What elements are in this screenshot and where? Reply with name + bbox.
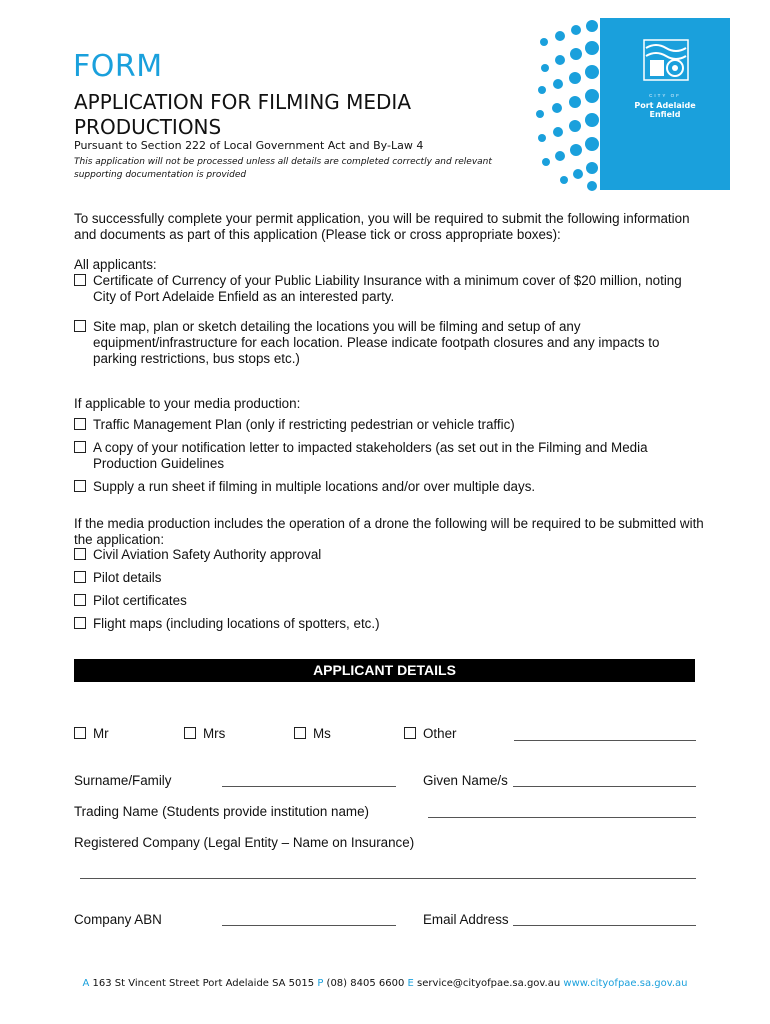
city-crest-logo	[640, 36, 692, 88]
checkbox[interactable]	[74, 594, 86, 606]
title-option-label: Mrs	[203, 726, 226, 741]
checklist-item	[74, 417, 694, 433]
checklist-item	[74, 593, 187, 609]
title-option-label: Mr	[93, 726, 109, 741]
email-label: Email Address	[423, 912, 509, 927]
footer-address-label: A	[82, 978, 90, 989]
checklist-item	[74, 479, 694, 495]
checklist-label: Certificate of Currency of your Public Liability Insurance with a minimum cover of $20 million, noting City of Port Adelaide Enfield as an interested party.	[93, 273, 682, 304]
checkbox[interactable]	[74, 441, 86, 453]
given-name-label: Given Name/s	[423, 773, 508, 788]
footer-email-link[interactable]: service@cityofpae.sa.gov.au	[417, 978, 561, 989]
checklist-item	[74, 319, 694, 367]
trading-name-label: Trading Name (Students provide institution name)	[74, 804, 369, 819]
checkbox[interactable]	[74, 320, 86, 332]
checklist-item	[74, 440, 694, 472]
title-option-mr[interactable]	[74, 726, 109, 742]
footer-email-label: E	[407, 978, 414, 989]
checklist-item	[74, 273, 694, 305]
checkbox[interactable]	[184, 727, 196, 739]
subtitle: Pursuant to Section 222 of Local Government Act and By-Law 4	[74, 139, 424, 152]
given-name-field[interactable]	[513, 786, 696, 787]
checklist-label: Site map, plan or sketch detailing the locations you will be filming and setup of any equipment/infrastructure for each location. Please indicate footpath closures and any impacts to parking restrictions, bus stops etc.)	[93, 319, 660, 366]
surname-label: Surname/Family	[74, 773, 172, 788]
notice-text: This application will not be processed unless all details are completed correctly and relevant supporting documentation is provided	[74, 157, 492, 180]
logo-brand-name: Port Adelaide Enfield	[634, 101, 696, 119]
checklist-label: Traffic Management Plan (only if restricting pedestrian or vehicle traffic)	[93, 417, 515, 432]
checklist-label: Pilot certificates	[93, 593, 187, 608]
footer-phone-label: P	[317, 978, 324, 989]
checklist-label: Civil Aviation Safety Authority approval	[93, 547, 322, 562]
footer-contact	[0, 978, 770, 989]
footer-website-link[interactable]: www.cityofpae.sa.gov.au	[563, 978, 688, 989]
title-option-other[interactable]	[404, 726, 457, 742]
decorative-dots-pattern	[520, 18, 605, 193]
title-option-label: Ms	[313, 726, 331, 741]
checkbox[interactable]	[74, 418, 86, 430]
applicant-details-heading: APPLICANT DETAILS	[74, 659, 695, 682]
checklist-item	[74, 547, 321, 563]
title-option-label: Other	[423, 726, 457, 741]
registered-company-field[interactable]	[80, 878, 696, 879]
if-applicable-heading: If applicable to your media production:	[74, 396, 301, 411]
drone-heading: If the media production includes the operation of a drone the following will be required to be submitted with the application:	[74, 516, 704, 547]
other-title-field[interactable]	[514, 740, 696, 741]
abn-label: Company ABN	[74, 912, 162, 927]
footer-address: 163 St Vincent Street Port Adelaide SA 5015	[92, 978, 315, 989]
checkbox[interactable]	[74, 617, 86, 629]
checkbox[interactable]	[404, 727, 416, 739]
footer-phone: (08) 8405 6600	[326, 978, 405, 989]
form-label: FORM	[73, 49, 163, 84]
checklist-item	[74, 570, 161, 586]
trading-name-field[interactable]	[428, 817, 696, 818]
checklist-item	[74, 616, 380, 632]
title-option-ms[interactable]	[294, 726, 331, 742]
page-title: APPLICATION FOR FILMING MEDIA PRODUCTIONS	[74, 90, 412, 139]
logo-small-text: CITY OF	[649, 93, 681, 98]
checkbox[interactable]	[74, 727, 86, 739]
checklist-label: A copy of your notification letter to impacted stakeholders (as set out in the Filming and Media Production Guidelines	[93, 440, 648, 471]
intro-text: To successfully complete your permit application, you will be required to submit the following information and documents as part of this application (Please tick or cross appropriate boxes):	[74, 211, 690, 242]
checklist-label: Flight maps (including locations of spotters, etc.)	[93, 616, 380, 631]
checklist-label: Supply a run sheet if filming in multiple locations and/or over multiple days.	[93, 479, 536, 494]
registered-company-label: Registered Company (Legal Entity – Name on Insurance)	[74, 835, 415, 850]
all-applicants-heading: All applicants:	[74, 257, 157, 272]
email-field[interactable]	[513, 925, 696, 926]
checkbox[interactable]	[74, 274, 86, 286]
checkbox[interactable]	[74, 548, 86, 560]
checkbox[interactable]	[74, 480, 86, 492]
checkbox[interactable]	[294, 727, 306, 739]
title-option-mrs[interactable]	[184, 726, 225, 742]
surname-field[interactable]	[222, 786, 396, 787]
abn-field[interactable]	[222, 925, 396, 926]
checkbox[interactable]	[74, 571, 86, 583]
checklist-label: Pilot details	[93, 570, 162, 585]
